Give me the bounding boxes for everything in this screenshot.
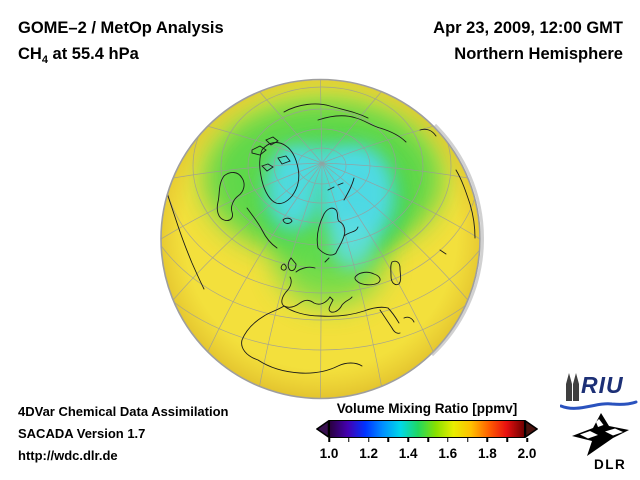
- colorbar-tick-label: 1.0: [319, 446, 339, 461]
- chemical-symbol: CH: [18, 45, 42, 63]
- colorbar-tick: [427, 438, 429, 442]
- riu-wave-icon: [560, 400, 638, 414]
- url-label: http://wdc.dlr.de: [18, 448, 118, 463]
- colorbar-tick: [407, 438, 409, 442]
- colorbar-tick: [348, 438, 350, 442]
- colorbar-right-arrow-shape: [526, 421, 538, 437]
- colorbar-tick-label: 1.8: [478, 446, 497, 461]
- colorbar-tick: [506, 438, 508, 442]
- hemisphere-label: Northern Hemisphere: [454, 45, 623, 63]
- colorbar-tick: [368, 438, 370, 442]
- dlr-emblem-icon: [572, 413, 630, 457]
- assimilation-label: 4DVar Chemical Data Assimilation: [18, 404, 229, 419]
- cologne-cathedral-icon: [562, 371, 582, 403]
- credits-block: [18, 401, 229, 467]
- colorbar-left-arrow-icon: [316, 420, 329, 438]
- colorbar-ticks: [329, 438, 527, 443]
- colorbar-right-arrow-icon: [525, 420, 538, 438]
- colorbar-tick: [447, 438, 449, 442]
- pressure-level: at 55.4 hPa: [47, 45, 139, 63]
- colorbar-tick-label: 1.2: [359, 446, 378, 461]
- chemical-subscript: 4: [41, 54, 48, 66]
- colorbar-tick-label: 2.0: [517, 446, 537, 461]
- colorbar-tick: [467, 438, 469, 442]
- colorbar-tick-label: 1.6: [438, 446, 458, 461]
- dlr-logo-text: DLR: [594, 457, 627, 472]
- colorbar-tick: [487, 438, 489, 442]
- colorbar-tick: [526, 438, 528, 442]
- riu-logo: [560, 372, 640, 412]
- colorbar-bar: [316, 420, 538, 438]
- dlr-logo: [570, 413, 636, 475]
- analysis-title: GOME–2 / MetOp Analysis: [18, 19, 224, 37]
- riu-logo-text: RIU: [581, 372, 624, 398]
- colorbar-tick-labels: [319, 446, 537, 462]
- colorbar-left-arrow-shape: [317, 421, 329, 437]
- colorbar-gradient: [329, 420, 525, 438]
- colorbar-title: Volume Mixing Ratio [ppmv]: [336, 401, 518, 416]
- colorbar-tick: [328, 438, 330, 442]
- date-label: Apr 23, 2009, 12:00 GMT: [433, 19, 623, 37]
- colorbar-tick: [388, 438, 390, 442]
- version-label: SACADA Version 1.7: [18, 426, 146, 441]
- colorbar: [316, 401, 538, 462]
- colorbar-tick-label: 1.4: [398, 446, 418, 461]
